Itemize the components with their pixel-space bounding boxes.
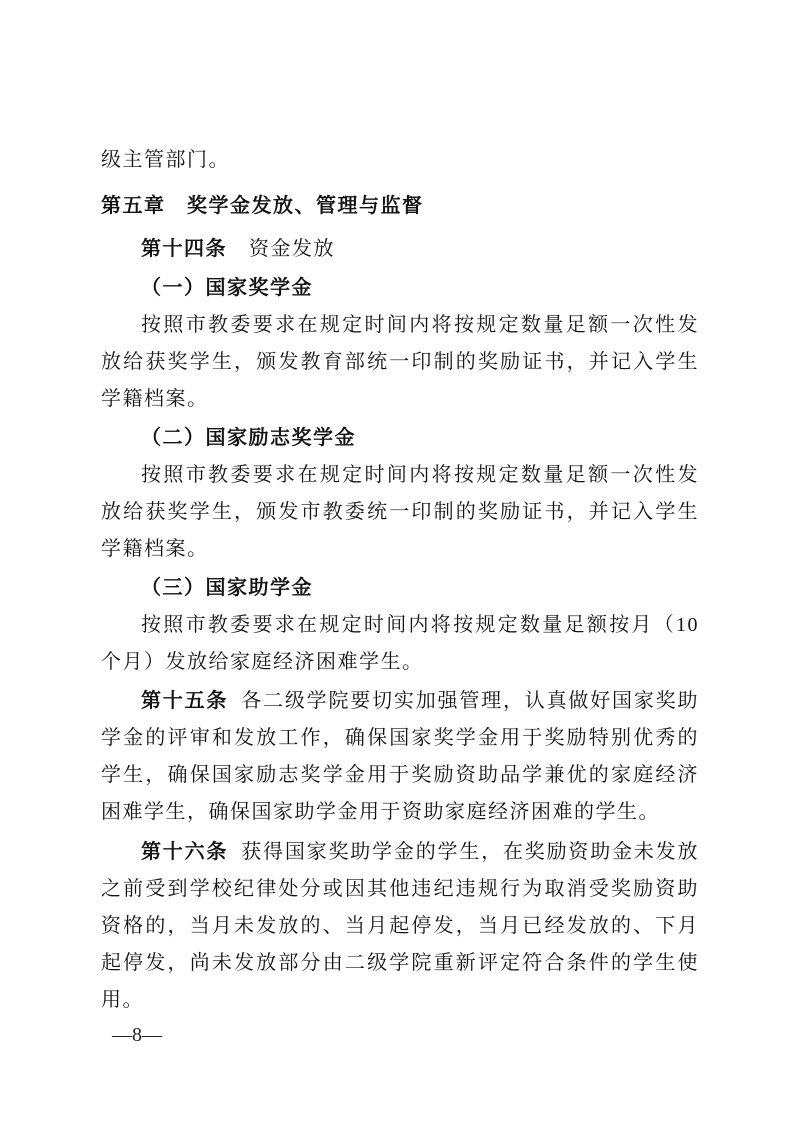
article-16-text: 获得国家奖助学金的学生，在奖励资助金未发放之前受到学校纪律处分或因其他违纪违规行为取消受奖励资助资格的，当月未发放的、当月起停发，当月已经发放的、下月起停发，尚未发放部分由二级学院重新评定符合条件的学生使用。 <box>101 841 699 1011</box>
chapter-heading: 第五章 奖学金发放、管理与监督 <box>101 195 424 217</box>
article-15-label: 第十五条 <box>141 690 229 712</box>
section-1-body: 按照市教委要求在规定时间内将按规定数量足额一次性发放给获奖学生，颁发教育部统一印制的奖励证书，并记入学生学籍档案。 <box>101 314 699 410</box>
section-2-heading: （二）国家励志奖学金 <box>141 427 356 449</box>
article-16-label: 第十六条 <box>141 841 229 863</box>
article-15 <box>101 683 699 831</box>
article-14-label: 第十四条 <box>141 238 227 260</box>
article-15-text: 各二级学院要切实加强管理，认真做好国家奖助学金的评审和发放工作，确保国家奖学金用于奖励特别优秀的学生，确保国家励志奖学金用于奖励资助品学兼优的家庭经济困难学生，确保国家助学金用于资助家庭经济困难的学生。 <box>101 690 699 823</box>
article-14-text: 资金发放 <box>249 238 335 260</box>
section-2-body: 按照市教委要求在规定时间内将按规定数量足额一次性发放给获奖学生，颁发市教委统一印制的奖励证书，并记入学生学籍档案。 <box>101 464 699 560</box>
section-1-heading: （一）国家奖学金 <box>141 277 313 299</box>
article-14 <box>101 231 699 268</box>
continuation-line: 级主管部门。 <box>101 149 230 171</box>
section-3-body: 按照市教委要求在规定时间内将按规定数量足额按月（10个月）发放给家庭经济困难学生。 <box>101 614 699 673</box>
section-3-heading: （三）国家助学金 <box>141 577 313 599</box>
article-16 <box>101 834 699 1019</box>
page-number: —8— <box>112 1024 162 1046</box>
document-content <box>101 142 699 1019</box>
